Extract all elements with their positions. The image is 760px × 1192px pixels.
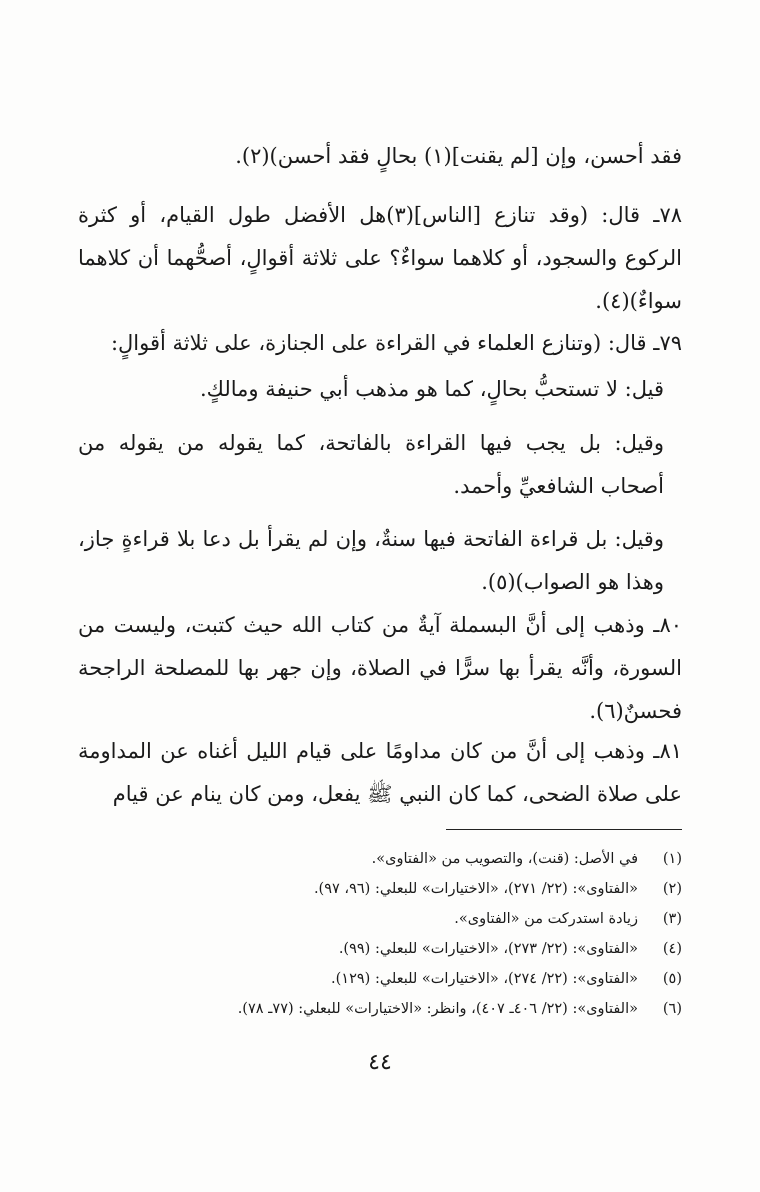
paragraph-80: ٨٠ـ وذهب إلى أنَّ البسملة آيةٌ من كتاب الله حيث كتبت، وليست من السورة، وأنَّه يقرأ بها سرًّا في الصلاة، وإن جهر بها للمصلحة الراجحة فحسنٌ(٦). (78, 613, 682, 723)
footnote-number: (٤) (662, 941, 682, 957)
footnote-number: (٦) (662, 1001, 682, 1017)
footnote-number: (٥) (662, 971, 682, 987)
footnote-number: (٣) (662, 911, 682, 927)
paragraph-79: ٧٩ـ قال: (وتنازع العلماء في القراءة على الجنازة، على ثلاثة أقوالٍ: (110, 331, 682, 355)
footnote-text: «الفتاوى»: (٢٢/ ٢٧٤)، «الاختيارات» للبعلي: (١٢٩). (331, 971, 638, 987)
paragraph-continuation: فقد أحسن، وإن [لم يقنت](١) بحالٍ فقد أحسن)(٢). (235, 144, 682, 168)
footnote-text: زيادة استدركت من «الفتاوى». (454, 911, 638, 927)
footnote-separator (446, 829, 682, 830)
footnote-text: في الأصل: (قنت)، والتصويب من «الفتاوى». (371, 851, 638, 867)
paragraph-79-opinion-2: وقيل: بل يجب فيها القراءة بالفاتحة، كما يقوله من يقوله من أصحاب الشافعيِّ وأحمد. (78, 431, 664, 498)
footnote-2 (78, 878, 682, 900)
footnote-3 (78, 908, 682, 930)
footnote-text: «الفتاوى»: (٢٢/ ٢٧٣)، «الاختيارات» للبعلي: (٩٩). (338, 941, 638, 957)
paragraph-79-opinion-1: قيل: لا تستحبُّ بحالٍ، كما هو مذهب أبي حنيفة ومالكٍ. (199, 377, 664, 401)
paragraph-81: ٨١ـ وذهب إلى أنَّ من كان مداومًا على قيام الليل أغناه عن المداومة على صلاة الضحى، كما كان النبي ﷺ يفعل، ومن كان ينام عن قيام (78, 739, 682, 806)
book-page (78, 0, 682, 1192)
footnote-1 (78, 848, 682, 870)
footnote-5 (78, 968, 682, 990)
paragraph-78: ٧٨ـ قال: (وقد تنازع [الناس](٣)هل الأفضل طول القيام، أو كثرة الركوع والسجود، أو كلاهما سواءٌ؟ على ثلاثة أقوالٍ، أصحُّهما أن كلاهما سواءٌ)(٤). (78, 203, 682, 313)
footnote-4 (78, 938, 682, 960)
paragraph-79-opinion-3: وقيل: بل قراءة الفاتحة فيها سنةٌ، وإن لم يقرأ بل دعا بلا قراءةٍ جاز، وهذا هو الصواب)(٥). (78, 527, 664, 594)
page-number: ٤٤ (368, 1050, 392, 1075)
footnote-number: (٢) (662, 881, 682, 897)
footnote-text: «الفتاوى»: (٢٢/ ٢٧١)، «الاختيارات» للبعلي: (٩٦، ٩٧). (313, 881, 638, 897)
footnote-text: «الفتاوى»: (٢٢/ ٤٠٦ـ ٤٠٧)، وانظر: «الاختيارات» للبعلي: (٧٧ـ ٧٨). (237, 1001, 638, 1017)
footnote-number: (١) (662, 851, 682, 867)
footnote-6 (78, 998, 682, 1020)
